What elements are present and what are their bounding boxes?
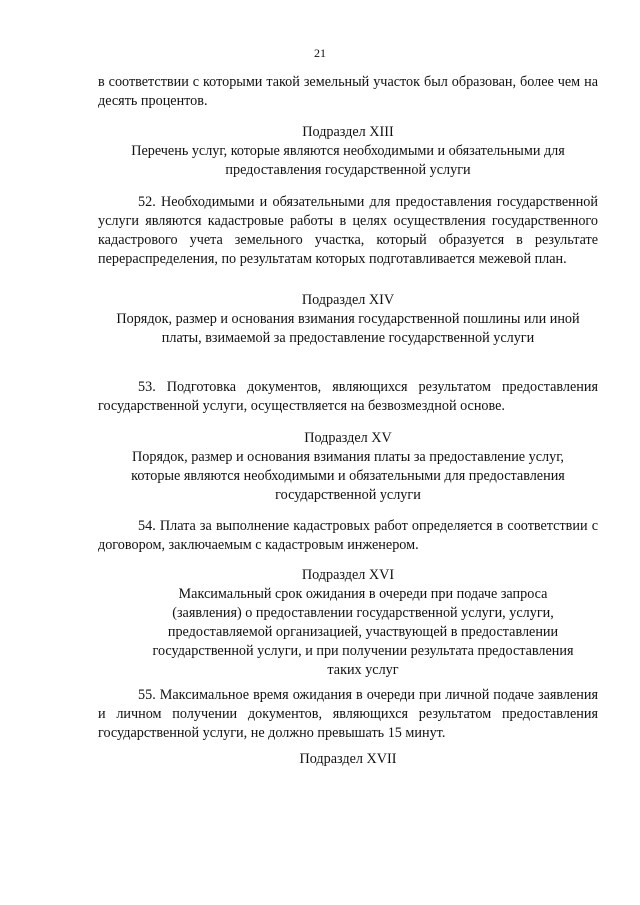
page-number: 21: [314, 46, 326, 60]
section-title-xv: Порядок, размер и основания взимания платы за предоставление услуг, которые являются необходимыми и обязательными для предоставления государственной услуги: [131, 449, 565, 503]
paragraph-54: 54. Плата за выполнение кадастровых работ определяется в соответствии с договором, заключаемым с кадастровым инженером.: [98, 518, 598, 553]
section-heading-xiii: Подраздел XIII: [302, 124, 394, 140]
section-title-xiv: Порядок, размер и основания взимания государственной пошлины или иной платы, взимаемой за предоставление государственной услуги: [116, 311, 580, 346]
section-heading-xvii: Подраздел XVII: [299, 751, 397, 767]
paragraph-53: 53. Подготовка документов, являющихся результатом предоставления государственной услуги, осуществляется на безвозмездной основе.: [98, 379, 598, 414]
intro-paragraph: в соответствии с которыми такой земельный участок был образован, более чем на десять процентов.: [98, 74, 598, 109]
section-heading-xvi: Подраздел XVI: [301, 567, 395, 583]
section-title-xiii: Перечень услуг, которые являются необходимыми и обязательными для предоставления государственной услуги: [131, 143, 565, 178]
paragraph-55: 55. Максимальное время ожидания в очереди при личной подаче заявления и личном получении документов, являющихся результатом предоставления государственной услуги, не должно превышать 15 минут.: [98, 687, 598, 741]
section-title-xvi: Максимальный срок ожидания в очереди при подаче запроса (заявления) о предоставлении государственной услуги, услуги, предоставляемой организацией, участвующей в предоставлении государственной услуги, и при получении результата предоставления таких услуг: [152, 586, 574, 678]
paragraph-52: 52. Необходимыми и обязательными для предоставления государственной услуги являются кадастровые работы в целях осуществления государственного кадастрового учета земельного участка, который образуется в результате перераспределения, по результатам которых подготавливается межевой план.: [98, 194, 598, 267]
section-heading-xiv: Подраздел XIV: [301, 292, 395, 308]
section-heading-xv: Подраздел XV: [304, 430, 392, 446]
